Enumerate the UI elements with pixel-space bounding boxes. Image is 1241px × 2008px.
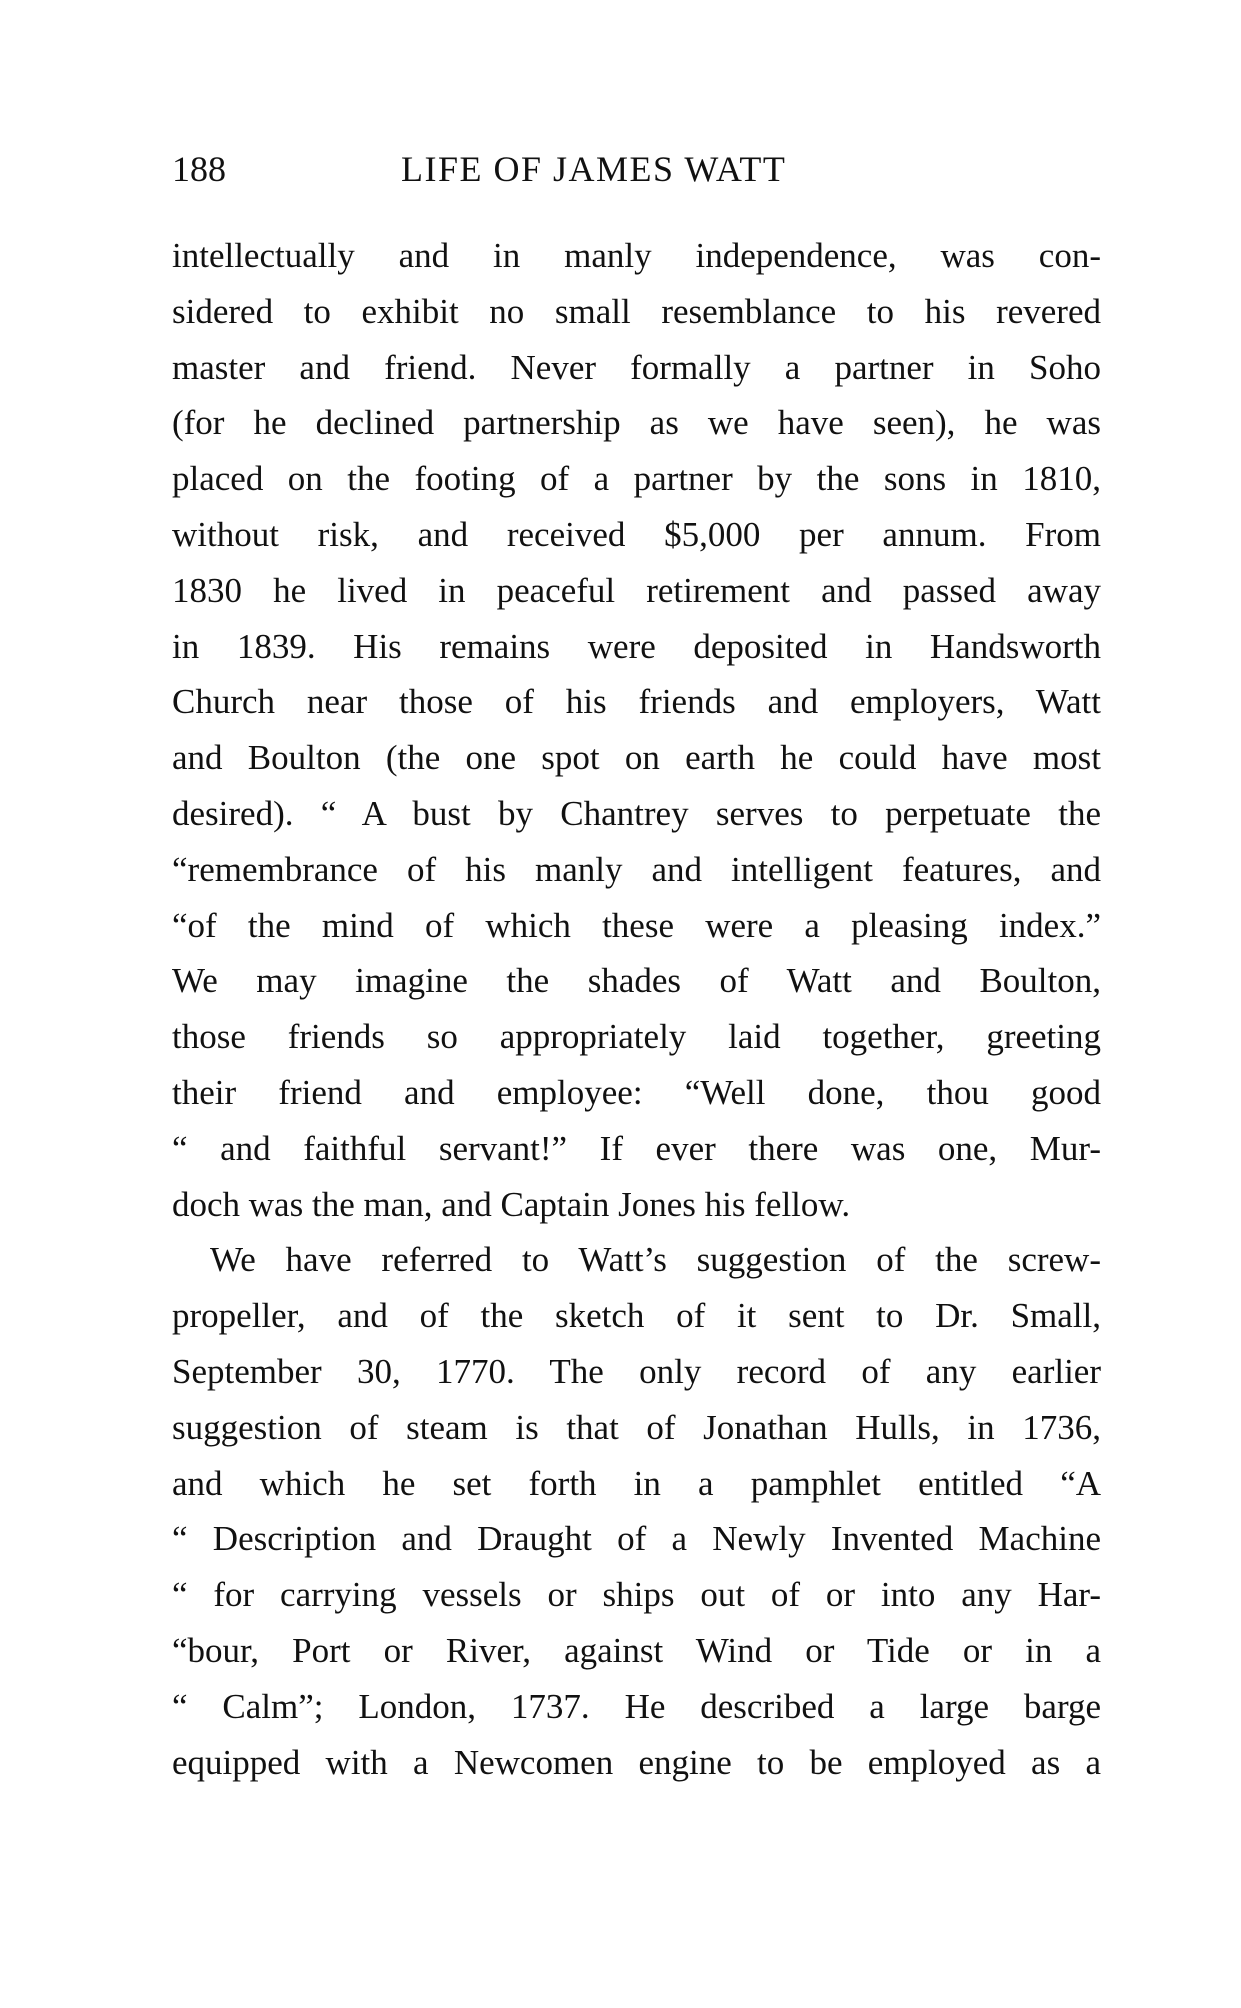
text-line: doch was the man, and Captain Jones his fellow.	[172, 1184, 851, 1224]
text-line: equipped with a Newcomen engine to be employed as a	[172, 1742, 1101, 1782]
text-line: those friends so appropriately laid together, greeting	[172, 1017, 1101, 1057]
text-line: desired). “ A bust by Chantrey serves to perpetuate the	[172, 793, 1101, 833]
text-line: “ and faithful servant!” If ever there was one, Mur-	[172, 1128, 1101, 1168]
text-line: We may imagine the shades of Watt and Boulton,	[172, 961, 1101, 1001]
text-line: September 30, 1770. The only record of any earlier	[172, 1351, 1101, 1391]
text-line: and which he set forth in a pamphlet entitled “A	[172, 1463, 1101, 1503]
paragraph	[172, 228, 1101, 1232]
page-number: 188	[172, 149, 226, 189]
text-line: (for he declined partnership as we have seen), he was	[172, 403, 1101, 443]
text-line: “ for carrying vessels or ships out of or into any Har-	[172, 1575, 1101, 1615]
text-line: without risk, and received $5,000 per annum. From	[172, 514, 1101, 554]
page-body	[172, 228, 1101, 1790]
text-line: “bour, Port or River, against Wind or Tide or in a	[172, 1630, 1101, 1670]
text-line: “of the mind of which these were a pleasing index.”	[172, 905, 1101, 945]
text-line: master and friend. Never formally a partner in Soho	[172, 347, 1101, 387]
text-line: 1830 he lived in peaceful retirement and passed away	[172, 570, 1101, 610]
text-line: “ Description and Draught of a Newly Invented Machine	[172, 1519, 1101, 1559]
text-line: sidered to exhibit no small resemblance to his revered	[172, 291, 1101, 331]
text-line: suggestion of steam is that of Jonathan Hulls, in 1736,	[172, 1407, 1101, 1447]
text-line: “ Calm”; London, 1737. He described a large barge	[172, 1686, 1101, 1726]
text-line: in 1839. His remains were deposited in Handsworth	[172, 626, 1101, 666]
text-line: “remembrance of his manly and intelligent features, and	[172, 849, 1101, 889]
paragraph	[172, 1232, 1101, 1790]
text-line: Church near those of his friends and employers, Watt	[172, 682, 1101, 722]
text-line: We have referred to Watt’s suggestion of the screw-	[210, 1240, 1101, 1280]
text-line: placed on the footing of a partner by the sons in 1810,	[172, 459, 1101, 499]
text-line: propeller, and of the sketch of it sent to Dr. Small,	[172, 1296, 1101, 1336]
text-line: intellectually and in manly independence, was con-	[172, 236, 1101, 275]
running-header	[172, 148, 1101, 192]
text-line: their friend and employee: “Well done, thou good	[172, 1072, 1101, 1112]
running-title: LIFE OF JAMES WATT	[401, 149, 787, 189]
text-line: and Boulton (the one spot on earth he could have most	[172, 738, 1101, 778]
